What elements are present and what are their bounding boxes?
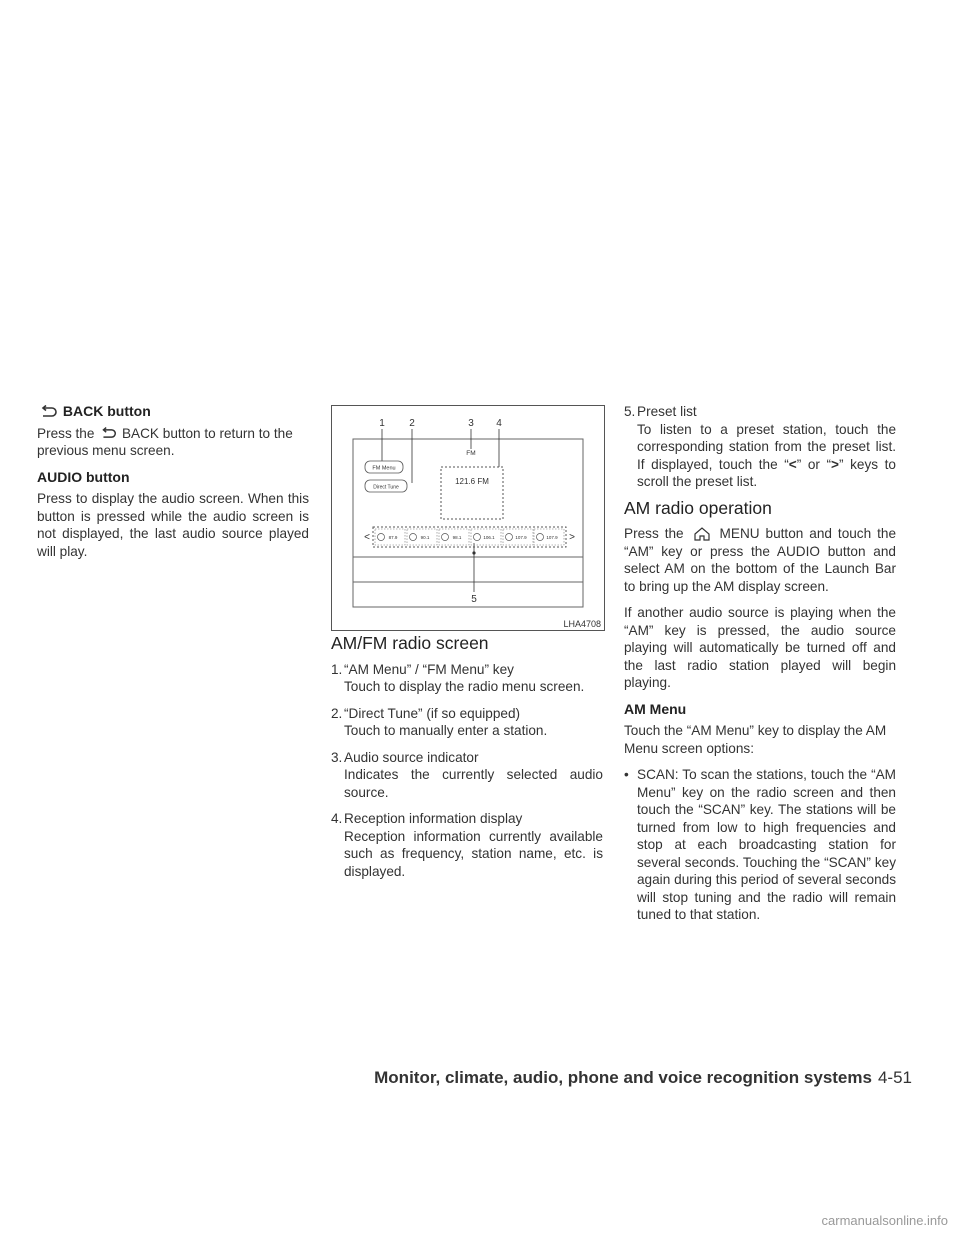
- back-button-heading: BACK button: [37, 403, 309, 421]
- svg-text:98.1: 98.1: [452, 535, 462, 540]
- am-paragraph-2: If another audio source is playing when the “AM” key is pressed, the audio source playing will automatically be turned off and the last radio station played will begin playing.: [624, 605, 896, 690]
- list-item: 4. Reception information display Reception information currently available such as frequency, station name, etc. is displayed.: [331, 811, 603, 879]
- svg-text:90.1: 90.1: [420, 535, 430, 540]
- list-item: • SCAN: To scan the stations, touch the “AM Menu” key on the radio screen and then touch the “SCAN” key. The stations will be turned from low to high frequencies and stop at each broadcasting station for several seconds. Touching the “SCAN” key again during this period of several seconds will stop tuning and the radio will remain tuned to that station.: [624, 767, 896, 922]
- svg-text:106.1: 106.1: [483, 535, 495, 540]
- callout-4: 4: [496, 418, 502, 429]
- page-number: 4-51: [877, 1068, 912, 1087]
- svg-text:107.9: 107.9: [546, 535, 558, 540]
- callout-5: 5: [471, 594, 477, 605]
- am-menu-heading: AM Menu: [624, 700, 687, 717]
- left-column: [37, 403, 309, 569]
- watermark: carmanualsonline.info: [821, 1213, 948, 1228]
- right-column: [624, 403, 896, 924]
- list-item: 5. Preset list To listen to a preset station, touch the corresponding station from the preset list. If displayed, touch the “<” or “>” keys to scroll the preset list.: [624, 404, 896, 489]
- section-heading-amfm: AM/FM radio screen: [331, 633, 489, 653]
- figure-code: LHA4708: [563, 619, 601, 629]
- radio-screen-figure: [331, 405, 605, 631]
- list-item: 3. Audio source indicator Indicates the currently selected audio source.: [331, 749, 603, 800]
- back-arrow-icon: [98, 427, 118, 440]
- am-paragraph-1: Press the MENU button and touch the “AM” key or press the AUDIO button and select AM on the bottom of the Launch Bar to bring up the AM display screen.: [624, 526, 897, 594]
- svg-text:87.9: 87.9: [388, 535, 398, 540]
- callout-2: 2: [409, 418, 415, 429]
- list-item: 2. “Direct Tune” (if so equipped) Touch to manually enter a station.: [331, 705, 548, 738]
- home-menu-icon: [690, 526, 714, 542]
- middle-column: [331, 635, 603, 889]
- preset-next-arrow: >: [569, 532, 575, 543]
- audio-button-text: Press to display the audio screen. When this button is pressed while the audio screen is not displayed, the last audio source played will play.: [37, 491, 309, 559]
- chapter-title: Monitor, climate, audio, phone and voice recognition systems: [374, 1068, 872, 1087]
- preset-list-desc: To listen to a preset station, touch the corresponding station from the preset list. If displayed, touch the “<” or “>” keys to scroll the preset list.: [637, 421, 896, 489]
- list-item: 1. “AM Menu” / “FM Menu” key Touch to display the radio menu screen.: [331, 661, 585, 694]
- frequency-display: 121.6 FM: [455, 477, 489, 486]
- back-arrow-icon: [37, 405, 59, 419]
- preset-prev-arrow: <: [364, 532, 370, 543]
- page-footer: [374, 1068, 912, 1088]
- callout-3: 3: [468, 418, 474, 429]
- callout-1: 1: [379, 418, 385, 429]
- section-heading-am: AM radio operation: [624, 497, 772, 518]
- back-button-text: Press the BACK button to return to the previous menu screen.: [37, 425, 293, 458]
- direct-tune-key: Direct Tune: [373, 484, 399, 491]
- source-indicator: FM: [466, 450, 476, 457]
- fm-menu-key: FM Menu: [372, 465, 396, 472]
- am-menu-text: Touch the “AM Menu” key to display the AM Menu screen options:: [624, 723, 887, 756]
- audio-button-heading: AUDIO button: [37, 468, 130, 485]
- svg-text:107.9: 107.9: [515, 535, 527, 540]
